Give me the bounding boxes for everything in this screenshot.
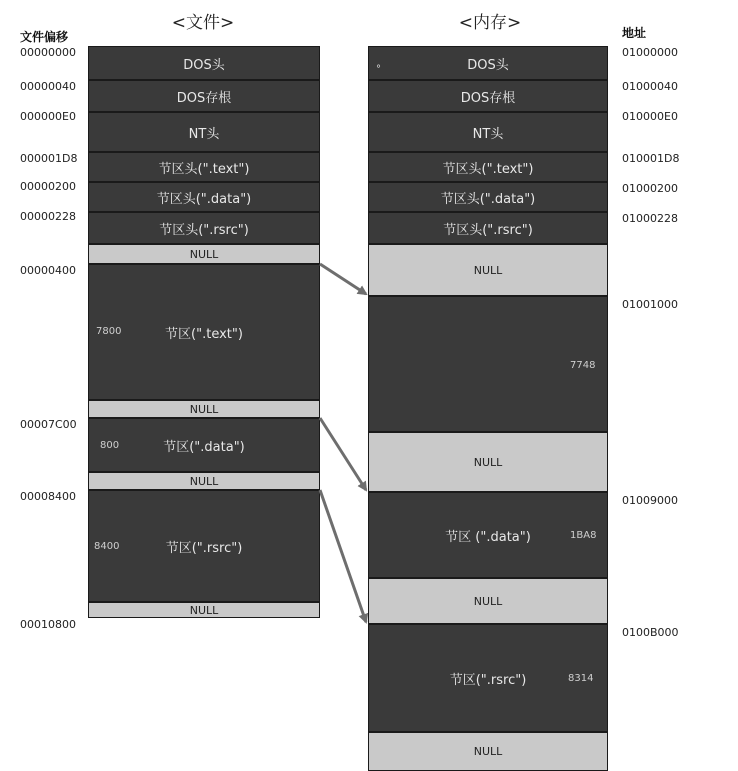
arrow-text-section: [320, 264, 366, 294]
file-offset-5: 00000228: [20, 210, 76, 223]
mem-null-padding-4: NULL: [368, 732, 608, 771]
mem-address-2: 010000E0: [622, 110, 678, 123]
file-offset-2: 000000E0: [20, 110, 76, 123]
mem-address-8: 0100B000: [622, 626, 679, 639]
file-size-rsrc: 8400: [94, 541, 120, 552]
mem-size-rsrc: 8314: [568, 673, 594, 684]
file-nt-header: NT头: [88, 112, 320, 152]
mem-size-data: 1BA8: [570, 530, 597, 541]
file-offset-0: 00000000: [20, 46, 76, 59]
mem-size-text: 7748: [570, 360, 596, 371]
file-dos-header: DOS头: [88, 46, 320, 80]
file-offset-6: 00000400: [20, 264, 76, 277]
mem-null-padding-3: NULL: [368, 578, 608, 624]
mem-section-header-text: 节区头(".text"): [368, 152, 608, 182]
mem-section-data: 节区 (".data"): [368, 492, 608, 578]
file-section-text: 节区(".text"): [88, 264, 320, 400]
mem-dos-stub: DOS存根: [368, 80, 608, 112]
file-section-header-text: 节区头(".text"): [88, 152, 320, 182]
mem-address-7: 01009000: [622, 494, 678, 507]
mem-section-header-data: 节区头(".data"): [368, 182, 608, 212]
mem-address-1: 01000040: [622, 80, 678, 93]
file-offset-4: 00000200: [20, 180, 76, 193]
file-dos-stub: DOS存根: [88, 80, 320, 112]
mem-nt-header: NT头: [368, 112, 608, 152]
file-null-padding-2: NULL: [88, 400, 320, 418]
mem-address-4: 01000200: [622, 182, 678, 195]
file-offset-8: 00008400: [20, 490, 76, 503]
file-offset-3: 000001D8: [20, 152, 78, 165]
file-section-rsrc: 节区(".rsrc"): [88, 490, 320, 602]
file-offset-7: 00007C00: [20, 418, 77, 431]
mem-dos-header: DOS头: [368, 46, 608, 80]
arrow-rsrc-section: [320, 490, 366, 622]
file-section-header-rsrc: 节区头(".rsrc"): [88, 212, 320, 244]
mem-section-rsrc: 节区(".rsrc"): [368, 624, 608, 732]
mem-address-5: 01000228: [622, 212, 678, 225]
mem-null-padding-2: NULL: [368, 432, 608, 492]
mem-address-0: 01000000: [622, 46, 678, 59]
file-null-padding-3: NULL: [88, 472, 320, 490]
mem-section-header-rsrc: 节区头(".rsrc"): [368, 212, 608, 244]
mem-address-3: 010001D8: [622, 152, 680, 165]
file-null-padding-1: NULL: [88, 244, 320, 264]
file-offset-1: 00000040: [20, 80, 76, 93]
mem-address-6: 01001000: [622, 298, 678, 311]
file-offset-9: 00010800: [20, 618, 76, 631]
file-title: <文件>: [171, 13, 235, 33]
address-header: 地址: [622, 26, 647, 40]
file-section-data: 节区(".data"): [88, 418, 320, 472]
file-section-header-data: 节区头(".data"): [88, 182, 320, 212]
memory-title: <内存>: [458, 13, 522, 33]
mem-null-padding-1: NULL: [368, 244, 608, 296]
file-size-data: 800: [100, 440, 120, 451]
mem-dot-mark: °: [376, 64, 381, 75]
arrow-data-section: [320, 418, 366, 490]
file-null-padding-4: NULL: [88, 602, 320, 618]
file-offset-header: 文件偏移: [20, 30, 69, 44]
file-size-text: 7800: [96, 326, 122, 337]
